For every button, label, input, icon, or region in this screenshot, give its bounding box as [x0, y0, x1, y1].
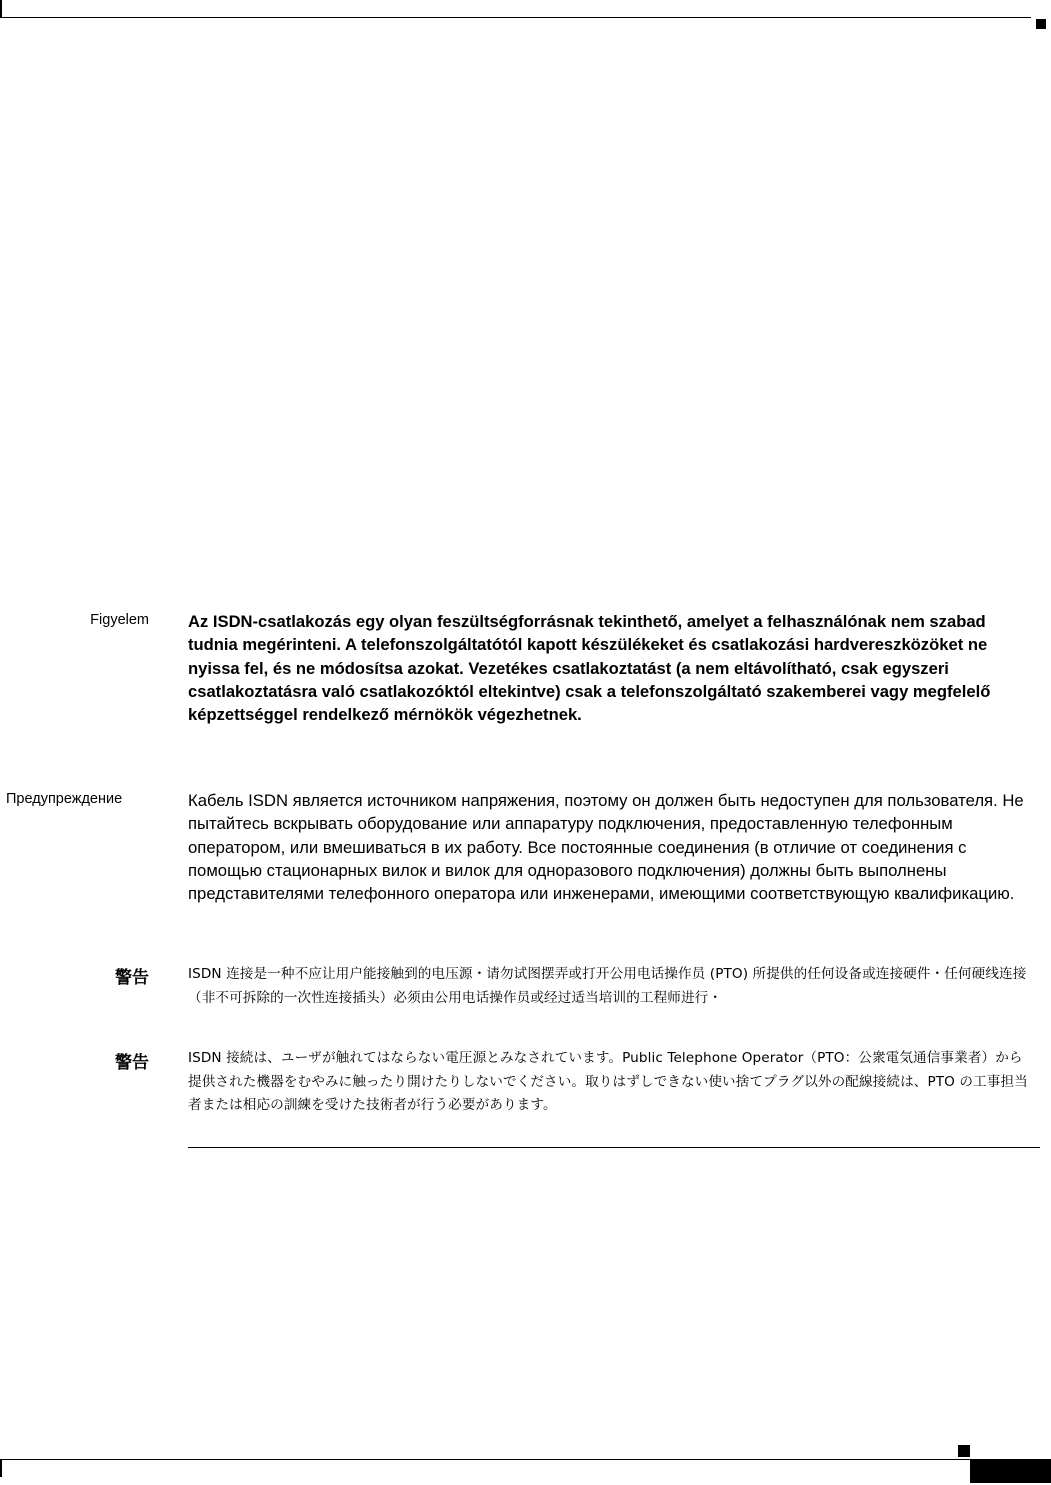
warning-text: ISDN 连接是一种不应让用户能接触到的电压源・请勿试图摆弄或打开公用电话操作员 (PTO) 所提供的任何设备或连接硬件・任何硬线连接（非不可拆除的一次性连接插头）必须由公用电话操作员或经过适当培训的工程师进行・	[188, 966, 1027, 1006]
warning-label: Предупреждение	[6, 791, 123, 807]
header-edge-tick	[0, 0, 2, 18]
warning-label: 警告	[115, 1053, 149, 1073]
section-end-rule	[188, 1147, 1040, 1148]
warning-label: Figyelem	[90, 612, 149, 628]
footer-rule	[0, 1459, 970, 1460]
warning-label: 警告	[115, 968, 149, 988]
page-number-tab	[970, 1459, 1051, 1483]
warning-text: Кабель ISDN является источником напряжения, поэтому он должен быть недоступен для пользователя. Не пытайтесь вскрывать оборудование или аппаратуру подключения, предоставленную телефонным оператором, или вмешиваться в их работу. Все постоянные соединения (в отличие от соединения с помощью стационарных вилок и вилок для одноразового подключения) должны быть выполнены представителями телефонного оператора или инженерами, имеющими соответствующую квалификацию.	[188, 791, 1024, 904]
footer-marker	[958, 1445, 970, 1457]
warning-text: Az ISDN-csatlakozás egy olyan feszültségforrásnak tekinthető, amelyet a felhasználónak nem szabad tudnia megérinteni. A telefonszolgáltatótól kapott készülékeket és csatlakozási hardvereszközöket ne nyissa fel, és ne módosítsa azokat. Vezetékes csatlakoztatást (a nem eltávolítható, csak egyszeri csatlakoztatásra való csatlakozóktól eltekintve) csak a telefonszolgáltató szakemberei vagy megfelelő képzettséggel rendelkező mérnökök végezhetnek.	[188, 612, 991, 725]
warning-text: ISDN 接続は、ユーザが触れてはならない電圧源とみなされています。Public Telephone Operator（PTO：公衆電気通信事業者）から提供された機器をむやみに触ったり開けたりしないでください。取りはずしできない使い捨てプラグ以外の配線接続は、PTO の工事担当者または相応の訓練を受けた技術者が行う必要があります。	[188, 1050, 1028, 1113]
header-rule	[0, 17, 1031, 18]
footer-edge-tick	[0, 1459, 2, 1477]
header-marker	[1036, 19, 1046, 29]
